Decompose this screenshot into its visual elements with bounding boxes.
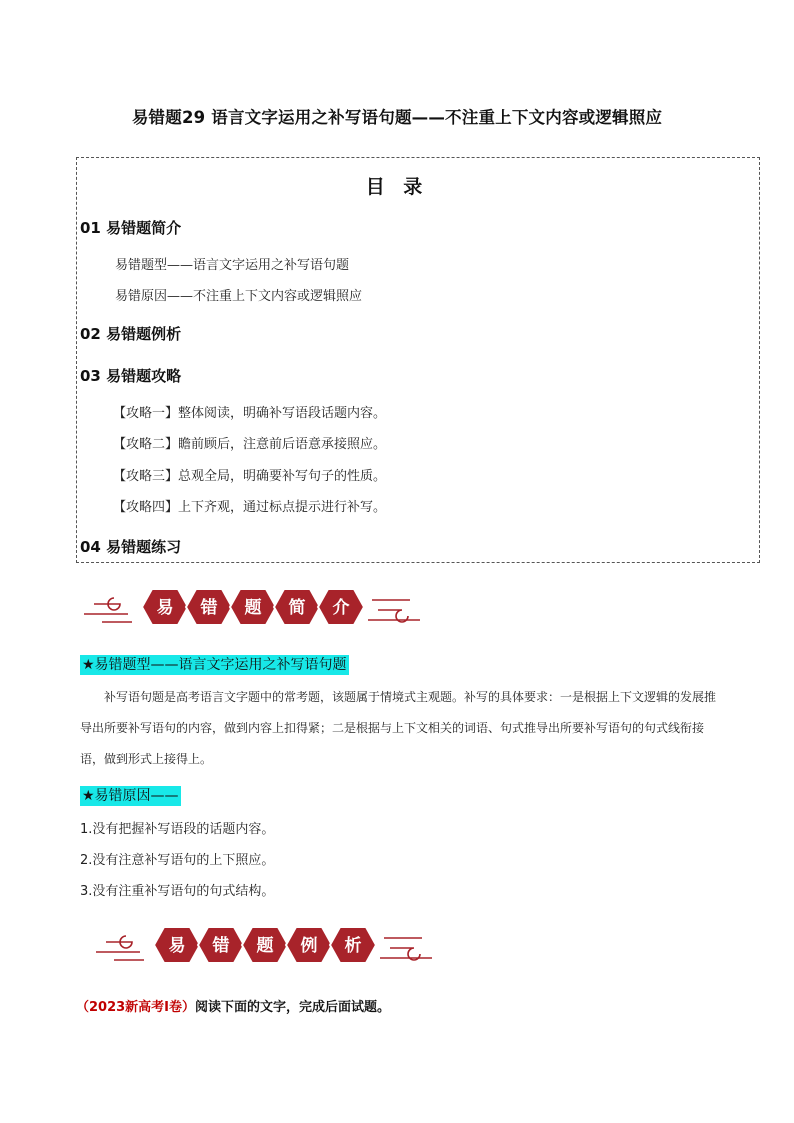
banner-right-swirl [380, 938, 432, 960]
reason-1: 1.没有把握补写语段的话题内容。 [80, 822, 275, 837]
toc-item-strategy-2[interactable]: 【攻略二】瞻前顾后，注意前后语意承接照应。 [113, 437, 387, 452]
banner-example-char-1: 易 [168, 936, 186, 956]
toc-section-example[interactable]: 02 易错题例析 [80, 325, 182, 343]
type-paragraph: 补写语句题是高考语言文字题中的常考题，该题属于情境式主观题。补写的具体要求：一是根据上下文逻辑的发展推导出所要补写语句的内容，做到内容上扣得紧；二是根据与上下文相关的词语、句式推导出所要补写语句的句式线衔接语，做到形式上接得上。 [80, 690, 717, 766]
toc-section-practice[interactable]: 04 易错题练习 [80, 538, 182, 556]
reason-2: 2.没有注意补写语句的上下照应。 [80, 853, 275, 868]
toc-section-strategy[interactable]: 03 易错题攻略 [80, 367, 182, 385]
banner-left-swirl [96, 936, 144, 960]
toc-item-strategy-3[interactable]: 【攻略三】总观全局，明确要补写句子的性质。 [113, 469, 387, 484]
document-title: 易错题29 语言文字运用之补写语句题——不注重上下文内容或逻辑照应 [131, 108, 663, 127]
toc-item-type[interactable]: 易错题型——语言文字运用之补写语句题 [115, 258, 350, 273]
example-text: 阅读下面的文字，完成后面试题。 [195, 1000, 391, 1015]
toc-item-strategy-4[interactable]: 【攻略四】上下齐观，通过标点提示进行补写。 [113, 500, 387, 515]
banner-example-char-4: 例 [300, 936, 318, 956]
banner-intro-char-3: 题 [244, 598, 262, 618]
toc-item-reason[interactable]: 易错原因——不注重上下文内容或逻辑照应 [115, 289, 363, 304]
toc-heading: 目 录 [365, 176, 429, 198]
banner-example-char-2: 错 [212, 936, 230, 956]
banner-example-char-5: 析 [344, 936, 362, 956]
toc-section-intro[interactable]: 01 易错题简介 [80, 219, 182, 237]
banner-example-char-3: 题 [256, 936, 274, 956]
banner-intro-char-2: 错 [200, 598, 218, 618]
banner-example [92, 920, 437, 970]
banner-intro [80, 582, 425, 632]
banner-intro-char-1: 易 [156, 598, 174, 618]
banner-intro-char-4: 简 [288, 598, 306, 618]
toc-item-strategy-1[interactable]: 【攻略一】整体阅读，明确补写语段话题内容。 [113, 406, 387, 421]
reason-3: 3.没有注重补写语句的句式结构。 [80, 884, 275, 899]
banner-intro-char-5: 介 [332, 598, 350, 618]
banner-left-swirl [84, 598, 132, 622]
reason-heading: ★易错原因—— [82, 788, 179, 804]
type-heading: ★易错题型——语言文字运用之补写语句题 [82, 657, 347, 673]
banner-right-swirl [368, 600, 420, 622]
example-intro [76, 996, 390, 1015]
example-source: （2023新高考Ⅰ卷） [76, 1000, 196, 1015]
